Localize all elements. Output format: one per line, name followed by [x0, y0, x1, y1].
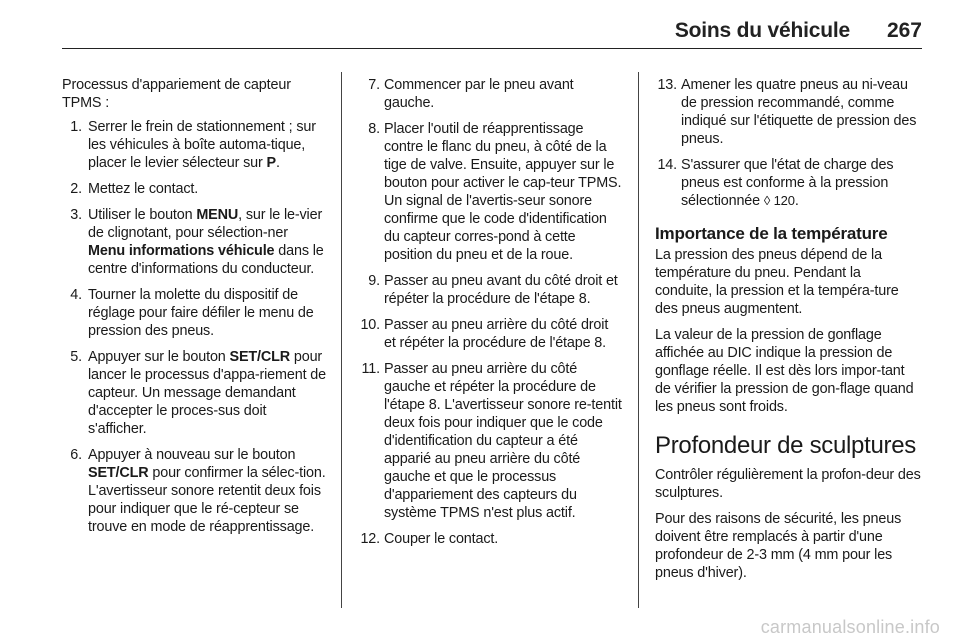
step-text: Appuyer à nouveau sur le bouton — [88, 447, 296, 463]
step-number: 9. — [368, 273, 380, 289]
column-divider-left — [341, 72, 342, 608]
step-text: Appuyer sur le bouton — [88, 349, 230, 365]
list-item — [62, 446, 326, 536]
list-item — [358, 530, 623, 548]
step-text: Passer au pneu arrière du côté droit et répéter la procédure de l'étape 8. — [384, 317, 609, 351]
step-number: 1. — [70, 119, 82, 135]
step-text: pour confirmer la sélec-tion. L'avertisseur sonore retentit deux fois pour indiquer que le ré-cepteur se trouve en mode de réapprentissage. — [88, 465, 326, 535]
tread-depth-heading: Profondeur de sculptures — [655, 432, 916, 459]
watermark-text: carmanualsonline.info — [760, 617, 940, 637]
temperature-paragraph: La pression des pneus dépend de la température du pneu. Pendant la conduite, la pression et la tempéra-ture des pneus augmentent. — [655, 247, 899, 317]
step-bold-text: Menu informations véhicule — [88, 243, 275, 259]
list-item — [358, 76, 623, 112]
tread-depth-paragraph: Contrôler régulièrement la profon-deur des sculptures. — [655, 467, 921, 501]
step-text: pour lancer le processus d'appa-riement de capteur. Un message demandant d'accepter le proces-sus doit s'afficher. — [88, 349, 326, 437]
step-text: S'assurer que l'état de charge des pneus est conforme à la pression sélectionnée — [681, 157, 894, 209]
page-number: 267 — [886, 19, 922, 42]
list-item — [62, 118, 326, 172]
pairing-steps-list-continued — [358, 76, 623, 548]
step-text: , sur le le-vier de clignotant, pour sélection-ner — [88, 207, 323, 241]
step-text: Passer au pneu avant du côté droit et répéter la procédure de l'étape 8. — [384, 273, 618, 307]
step-text: Tourner la molette du dispositif de réglage pour faire défiler le menu de pression des pneus. — [88, 287, 314, 339]
temperature-paragraph: La valeur de la pression de gonflage affichée au DIC indique la pression de gonflage réelle. Il est dès lors impor-tant de vérifier la pression de gon-flage quand les pneus sont froids. — [655, 327, 914, 415]
step-bold-text: SET/CLR — [88, 465, 149, 481]
step-text: Utiliser le bouton — [88, 207, 197, 223]
step-text: Commencer par le pneu avant gauche. — [384, 77, 574, 111]
step-bold-text: MENU — [196, 207, 239, 223]
step-number: 11. — [361, 361, 380, 377]
step-text: Amener les quatre pneus au ni-veau de pression recommandé, comme indiqué sur l'étiquette de pression des pneus. — [681, 77, 917, 147]
tread-depth-paragraph: Pour des raisons de sécurité, les pneus doivent être remplacés à partir d'une profondeur de 2-3 mm (4 mm pour les pneus d'hiver). — [655, 511, 902, 581]
step-text: Mettez le contact. — [88, 181, 199, 197]
page-reference-link[interactable]: ◊ 120 — [763, 193, 795, 208]
step-number: 13. — [657, 77, 677, 93]
list-item — [655, 156, 921, 210]
page-header — [62, 18, 922, 49]
step-number: 8. — [368, 121, 380, 137]
list-item — [358, 316, 623, 352]
step-number: 6. — [70, 447, 82, 463]
step-text: Placer l'outil de réapprentissage contre le flanc du pneu, à côté de la tige de valve. Ensuite, appuyer sur le bouton pour activer le cap-teur TPMS. Un signal de l'avertis-seur sonore confirme que le code d'identification du capteur corres-pond à cette position du pneu et de la roue. — [384, 121, 622, 263]
step-text: Couper le contact. — [384, 531, 499, 547]
column-middle — [358, 76, 623, 556]
list-item — [62, 348, 326, 438]
step-number: 10. — [360, 317, 380, 333]
column-right — [655, 76, 921, 590]
list-item — [358, 120, 623, 264]
pairing-steps-list — [62, 118, 326, 536]
step-number: 12. — [360, 531, 380, 547]
list-item — [358, 272, 623, 308]
temperature-heading: Importance de la température — [655, 224, 888, 243]
step-number: 2. — [70, 181, 82, 197]
step-text: . — [275, 155, 280, 171]
list-item — [62, 206, 326, 278]
step-number: 3. — [70, 207, 82, 223]
intro-text: Processus d'appariement de capteur TPMS : — [62, 77, 291, 111]
step-number: 5. — [70, 349, 82, 365]
step-text: dans le centre d'informations du conducteur. — [88, 243, 324, 277]
page-title: Soins du véhicule — [674, 19, 850, 42]
pairing-steps-list-final — [655, 76, 921, 210]
step-text: Serrer le frein de stationnement ; sur les véhicules à boîte automa-tique, placer le levier sélecteur sur — [88, 119, 316, 171]
list-item — [655, 76, 921, 148]
step-text: . — [794, 193, 799, 209]
list-item — [62, 180, 326, 198]
step-text: Passer au pneu arrière du côté gauche et répéter la procédure de l'étape 8. L'avertisseur sonore re-tentit deux fois pour indiquer que le code d'identification du capteur a été apparié au pneu arrière du côté gauche et que le processus d'appariement des capteurs du système TPMS n'est plus actif. — [384, 361, 622, 521]
column-divider-right — [638, 72, 639, 608]
step-number: 7. — [368, 77, 380, 93]
step-number: 14. — [657, 157, 677, 173]
step-bold-text: SET/CLR — [229, 349, 291, 365]
list-item — [62, 286, 326, 340]
step-number: 4. — [70, 287, 82, 303]
list-item — [358, 360, 623, 522]
step-bold-text: P — [266, 155, 276, 171]
column-left — [62, 76, 326, 544]
